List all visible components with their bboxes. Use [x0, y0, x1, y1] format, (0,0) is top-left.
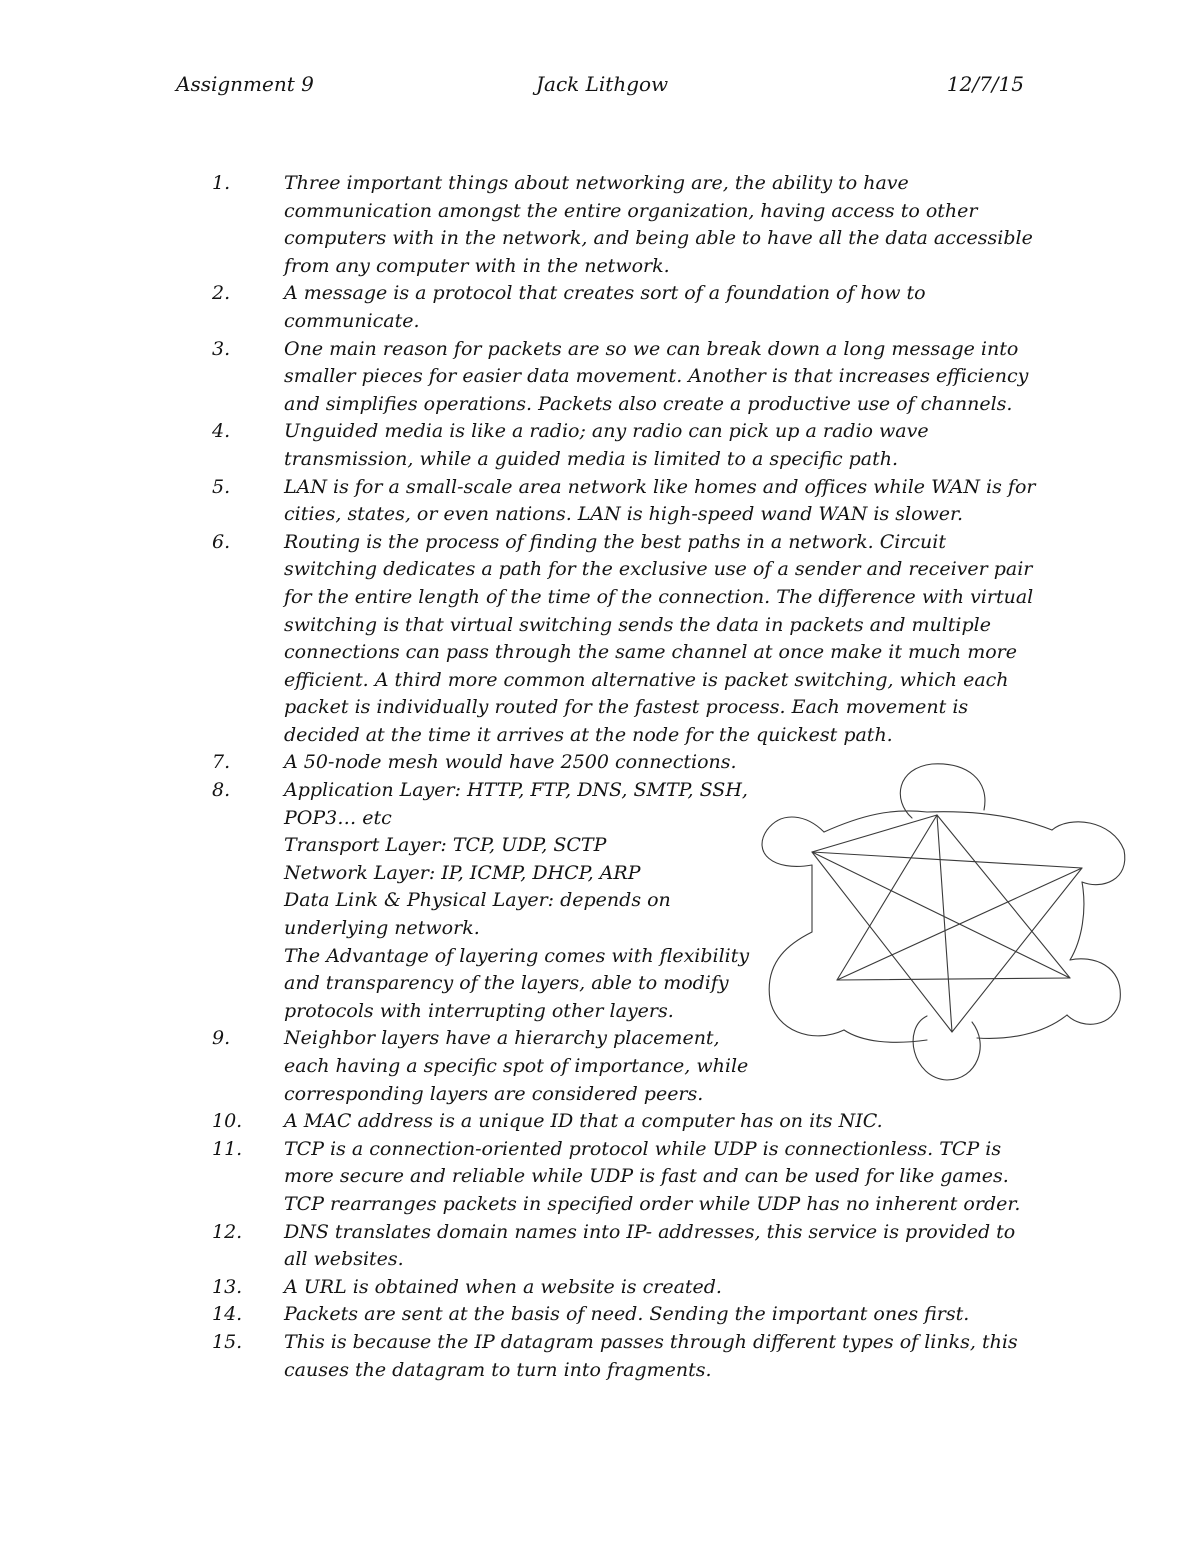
- answer-text: This is because the IP datagram passes through different types of links, this causes the datagram to turn into fragments.: [284, 1330, 1018, 1381]
- answer-item-5: [212, 474, 1042, 529]
- answer-item-2: [212, 280, 1042, 335]
- mesh-node-lower-left: [769, 932, 844, 1036]
- mesh-edge: [937, 815, 1070, 978]
- answer-text: DNS translates domain names into IP- addresses, this service is provided to all websites.: [284, 1220, 1016, 1271]
- answer-number: 8.: [212, 779, 231, 802]
- answer-number: 7.: [212, 751, 231, 774]
- mesh-edge: [812, 852, 1082, 868]
- answer-item-1: [212, 170, 1042, 280]
- answer-item-11: [212, 1136, 1042, 1219]
- answer-number: 6.: [212, 530, 231, 553]
- assignment-title: Assignment 9: [176, 72, 314, 96]
- answer-number: 1.: [212, 172, 231, 194]
- answer-number: 3.: [212, 337, 231, 360]
- mesh-edge: [837, 978, 1070, 980]
- author-name: Jack Lithgow: [536, 72, 669, 96]
- answer-item-3: [212, 336, 1042, 419]
- answer-text: Packets are sent at the basis of need. Sending the important ones first.: [284, 1303, 970, 1326]
- answer-item-15: [212, 1329, 1042, 1384]
- answer-number: 11.: [212, 1137, 243, 1160]
- answer-item-4: [212, 418, 1042, 473]
- layering-advantage-line: The Advantage of layering comes with flexibility and transparency of the layers, able to modify protocols with interrupting other layers.: [284, 944, 750, 1022]
- answer-text: Three important things about networking are, the ability to have communication amongst the entire organization, having access to other computers with in the network, and being able to have all the data accessible from any computer with in the network.: [284, 172, 1033, 277]
- answer-item-14: [212, 1301, 1042, 1329]
- network-layer-line: Network Layer: IP, ICMP, DHCP, ARP: [284, 861, 641, 884]
- answer-number: 15.: [212, 1330, 243, 1353]
- mesh-node-top: [900, 764, 985, 818]
- answer-number: 9.: [212, 1027, 231, 1050]
- mesh-network-sketch: [752, 760, 1142, 1090]
- answer-item-12: [212, 1219, 1042, 1274]
- answer-text: A URL is obtained when a website is created.: [284, 1275, 722, 1298]
- answer-number: 10.: [212, 1110, 243, 1133]
- mesh-ring: [812, 811, 1084, 1042]
- application-layer-line: Application Layer: HTTP, FTP, DNS, SMTP, SSH, POP3… etc: [284, 779, 748, 829]
- mesh-edge: [837, 868, 1082, 980]
- datalink-layer-line: Data Link & Physical Layer: depends on underlying network.: [284, 889, 671, 940]
- answer-text: A 50-node mesh would have 2500 connections.: [284, 751, 737, 774]
- answer-item-13: [212, 1274, 1042, 1302]
- answer-number: 2.: [212, 282, 231, 305]
- mesh-node-right: [1067, 959, 1120, 1024]
- answer-number: 5.: [212, 475, 231, 498]
- answer-number: 12.: [212, 1220, 243, 1243]
- layer-list: [284, 777, 754, 1025]
- mesh-node-left: [762, 817, 824, 866]
- mesh-edge: [952, 868, 1082, 1032]
- answer-number: 4.: [212, 420, 231, 443]
- answer-text: A message is a protocol that creates sort of a foundation of how to communicate.: [284, 282, 926, 332]
- answer-text: Unguided media is like a radio; any radio can pick up a radio wave transmission, while a guided media is limited to a specific path.: [284, 420, 929, 470]
- answer-text: Routing is the process of finding the best paths in a network. Circuit switching dedicates a path for the exclusive use of a sender and receiver pair for the entire length of the time of the connection. The difference with virtual switching is that virtual switching sends the data in packets and multiple connections can pass through the same channel at once make it much more efficient. A third more common alternative is packet switching, which each packet is individually routed for the fastest process. Each movement is decided at the time it arrives at the node for the quickest path.: [284, 530, 1034, 746]
- mesh-edge: [812, 852, 952, 1032]
- mesh-node-top-right: [1052, 822, 1125, 885]
- answer-number: 13.: [212, 1275, 243, 1298]
- answer-text: LAN is for a small-scale area network like homes and offices while WAN is for cities, states, or even nations. LAN is high-speed wand WAN is slower.: [284, 475, 1036, 526]
- mesh-edge: [937, 815, 952, 1032]
- answer-text: TCP is a connection-oriented protocol while UDP is connectionless. TCP is more secure and reliable while UDP is fast and can be used for like games. TCP rearranges packets in specified order while UDP has no inherent order.: [284, 1137, 1021, 1215]
- answer-text: Neighbor layers have a hierarchy placement, each having a specific spot of importance, while corresponding layers are considered peers.: [284, 1027, 749, 1105]
- answer-item-6: [212, 529, 1042, 750]
- transport-layer-line: Transport Layer: TCP, UDP, SCTP: [284, 834, 607, 857]
- answer-text: One main reason for packets are so we can break down a long message into smaller pieces for easier data movement. Another is that increases efficiency and simplifies operations. Packets also create a productive use of channels.: [284, 337, 1029, 415]
- answer-item-10: [212, 1108, 1042, 1136]
- answer-text: A MAC address is a unique ID that a computer has on its NIC.: [284, 1110, 883, 1133]
- answer-number: 14.: [212, 1303, 243, 1326]
- page-header: [176, 72, 1024, 102]
- document-date: 12/7/15: [946, 72, 1024, 96]
